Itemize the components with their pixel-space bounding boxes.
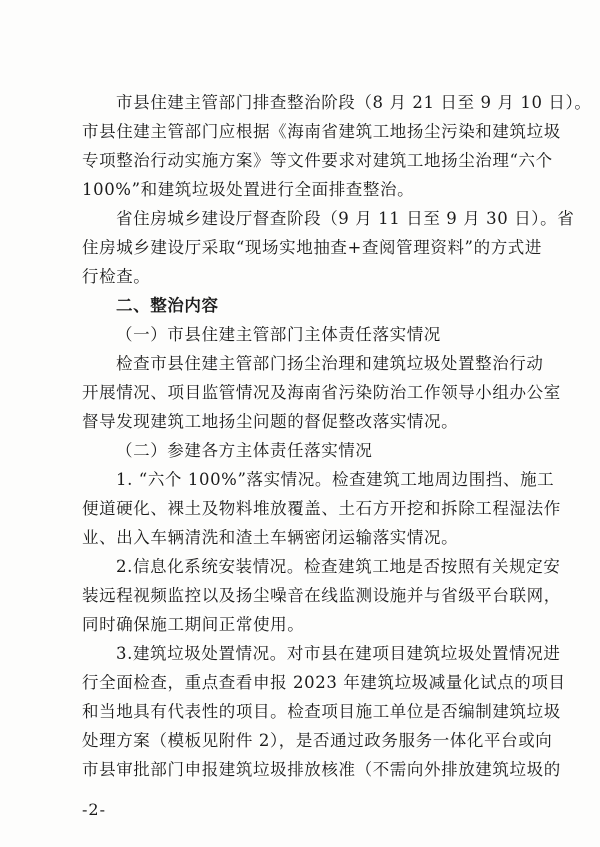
document-body: [82, 88, 592, 784]
paragraph-line: 2.信息化系统安装情况。检查建筑工地是否按照有关规定安: [116, 557, 561, 576]
paragraph-line: 同时确保施工期间正常使用。: [82, 615, 305, 634]
paragraph-line: 市县审批部门申报建筑垃圾排放核准（不需向外排放建筑垃圾的: [82, 760, 561, 779]
subsection-heading: （一）市县住建主管部门主体责任落实情况: [116, 325, 441, 344]
paragraph-line: 便道硬化、裸土及物料堆放覆盖、土石方开挖和拆除工程湿法作: [82, 499, 561, 518]
paragraph-line: 住房城乡建设厅采取“现场实地抽查+查阅管理资料”的方式进: [82, 238, 542, 257]
paragraph-line: 100%”和建筑垃圾处置进行全面排查整治。: [82, 180, 415, 199]
paragraph-line: 3.建筑垃圾处置情况。对市县在建项目建筑垃圾处置情况进: [116, 644, 561, 663]
paragraph-line: 装远程视频监控以及扬尘噪音在线监测设施并与省级平台联网，: [82, 586, 561, 605]
paragraph-line: 和当地具有代表性的项目。检查项目施工单位是否编制建筑垃圾: [82, 702, 561, 721]
paragraph-line: 市县住建主管部门应根据《海南省建筑工地扬尘污染和建筑垃圾: [82, 122, 561, 141]
paragraph-line: 行检查。: [82, 267, 151, 286]
paragraph-line: 1. “六个 100%”落实情况。检查建筑工地周边围挡、施工: [116, 470, 555, 489]
paragraph-line: 处理方案（模板见附件 2），是否通过政务服务一体化平台或向: [82, 731, 553, 750]
paragraph-line: 市县住建主管部门排查整治阶段（8 月 21 日至 9 月 10 日）。: [116, 93, 592, 112]
paragraph-line: 行全面检查，重点查看申报 2023 年建筑垃圾减量化试点的项目: [82, 673, 566, 692]
paragraph-line: 开展情况、项目监管情况及海南省污染防治工作领导小组办公室: [82, 383, 561, 402]
paragraph-line: 检查市县住建主管部门扬尘治理和建筑垃圾处置整治行动: [116, 354, 544, 373]
paragraph-line: 督导发现建筑工地扬尘问题的督促整改落实情况。: [82, 412, 459, 431]
paragraph-line: 专项整治行动实施方案》等文件要求对建筑工地扬尘治理“六个: [82, 151, 553, 170]
section-heading: 二、整治内容: [116, 296, 219, 315]
page-number: -2-: [82, 800, 106, 819]
paragraph-line: 业、出入车辆清洗和渣土车辆密闭运输落实情况。: [82, 528, 459, 547]
subsection-heading: （二）参建各方主体责任落实情况: [116, 441, 373, 460]
paragraph-line: 省住房城乡建设厅督查阶段（9 月 11 日至 9 月 30 日）。省: [116, 209, 575, 228]
